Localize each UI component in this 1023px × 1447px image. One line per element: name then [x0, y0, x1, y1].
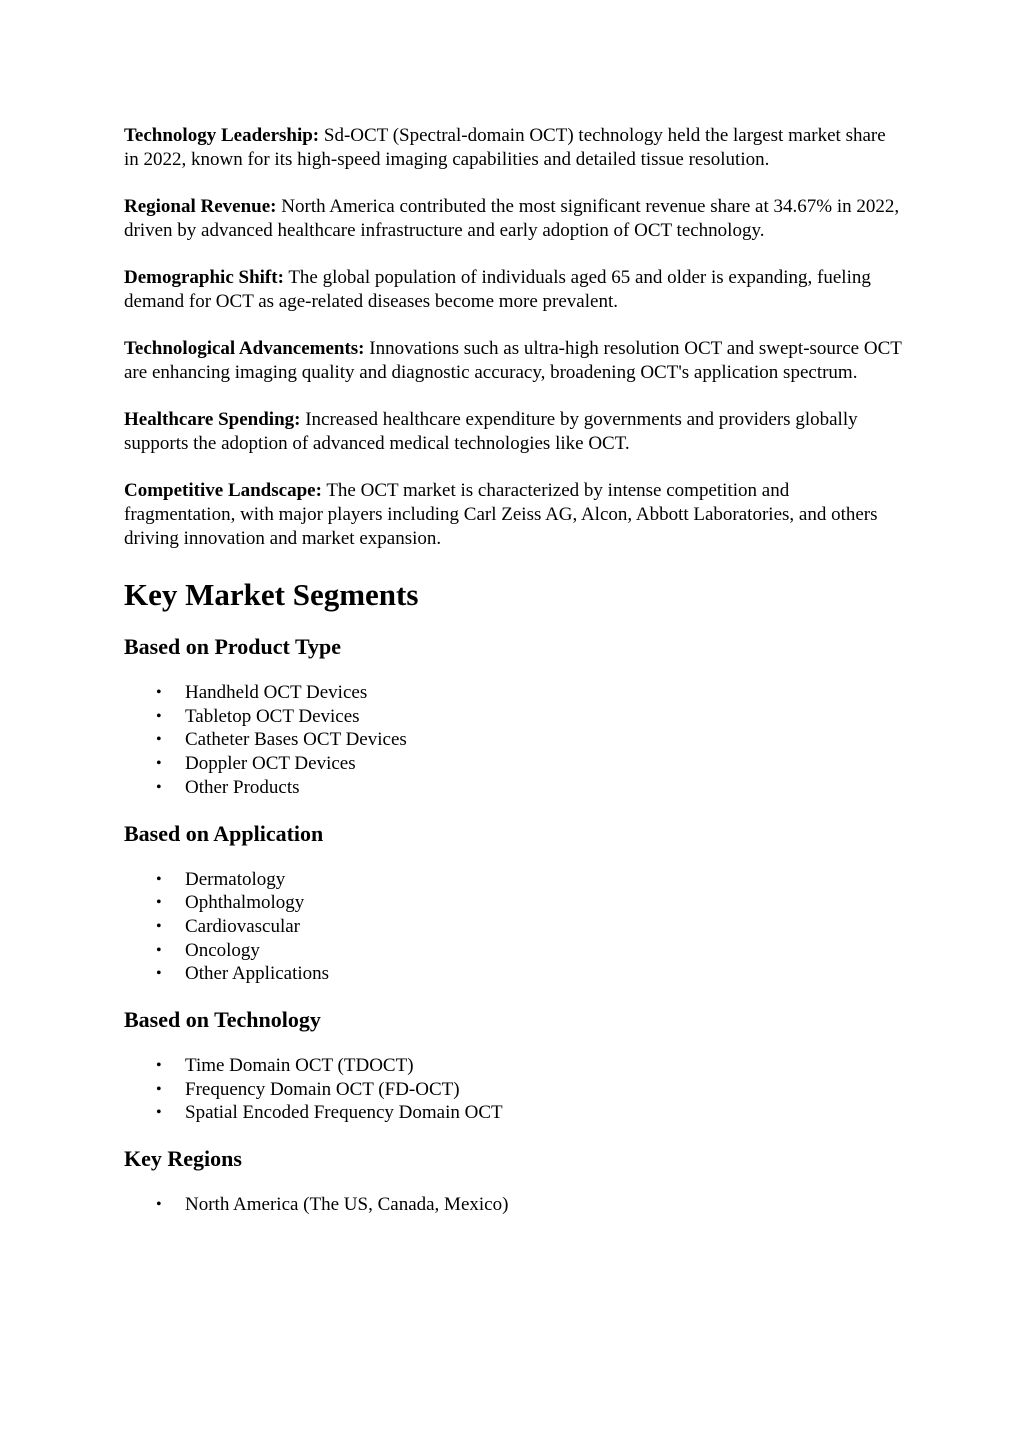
highlight-healthcare-spending [124, 408, 904, 456]
list-item: • Oncology [124, 939, 904, 963]
list-item: • Dermatology [124, 868, 904, 892]
highlight-text: The global population of individuals aged 65 and older is expanding, fueling demand for OCT as age-related diseases become more prevalent. [124, 267, 871, 312]
highlight-text: The OCT market is characterized by intense competition and fragmentation, with major players including Carl Zeiss AG, Alcon, Abbott Laboratories, and others driving innovation and market expansion. [124, 480, 878, 549]
application-list [124, 868, 904, 987]
highlight-label: Competitive Landscape: [124, 480, 322, 501]
highlight-regional-revenue [124, 195, 904, 243]
list-item: • Spatial Encoded Frequency Domain OCT [124, 1101, 904, 1125]
segment-heading-technology: Based on Technology [124, 1007, 321, 1033]
segment-heading-product-type: Based on Product Type [124, 634, 341, 659]
list-item: • Time Domain OCT (TDOCT) [124, 1054, 904, 1078]
highlight-label: Demographic Shift: [124, 267, 284, 288]
list-item: • Other Products [124, 776, 904, 800]
list-item: • Handheld OCT Devices [124, 681, 904, 705]
list-item: • Tabletop OCT Devices [124, 705, 904, 729]
highlight-technological-advancements [124, 337, 904, 385]
list-item: • Doppler OCT Devices [124, 752, 904, 776]
document-page [124, 124, 904, 1238]
segments-title: Key Market Segments [124, 577, 419, 612]
highlight-label: Technology Leadership: [124, 125, 320, 146]
highlight-competitive-landscape [124, 479, 904, 551]
highlight-text: Sd-OCT (Spectral-domain OCT) technology held the largest market share in 2022, known for its high-speed imaging capabilities and detailed tissue resolution. [124, 125, 886, 170]
highlight-label: Regional Revenue: [124, 196, 277, 217]
product-type-list [124, 681, 904, 800]
highlight-demographic-shift [124, 266, 904, 314]
regions-list [124, 1193, 904, 1217]
technology-list [124, 1054, 904, 1125]
list-item: • Ophthalmology [124, 891, 904, 915]
highlight-text: Innovations such as ultra-high resolution OCT and swept-source OCT are enhancing imaging quality and diagnostic accuracy, broadening OCT's application spectrum. [124, 338, 902, 383]
highlight-technology-leadership [124, 124, 904, 172]
segment-heading-application: Based on Application [124, 820, 324, 846]
segment-heading-key-regions: Key Regions [124, 1146, 242, 1172]
list-item: • Frequency Domain OCT (FD-OCT) [124, 1078, 904, 1102]
highlight-text: Increased healthcare expenditure by governments and providers globally supports the adoption of advanced medical technologies like OCT. [124, 409, 858, 454]
highlight-label: Healthcare Spending: [124, 409, 301, 430]
list-item: • Catheter Bases OCT Devices [124, 728, 904, 752]
list-item: • Cardiovascular [124, 915, 904, 939]
highlight-text: North America contributed the most significant revenue share at 34.67% in 2022, driven by advanced healthcare infrastructure and early adoption of OCT technology. [124, 196, 900, 241]
highlight-label: Technological Advancements: [124, 338, 365, 359]
list-item: • Other Applications [124, 962, 904, 986]
list-item: • North America (The US, Canada, Mexico) [124, 1193, 904, 1217]
